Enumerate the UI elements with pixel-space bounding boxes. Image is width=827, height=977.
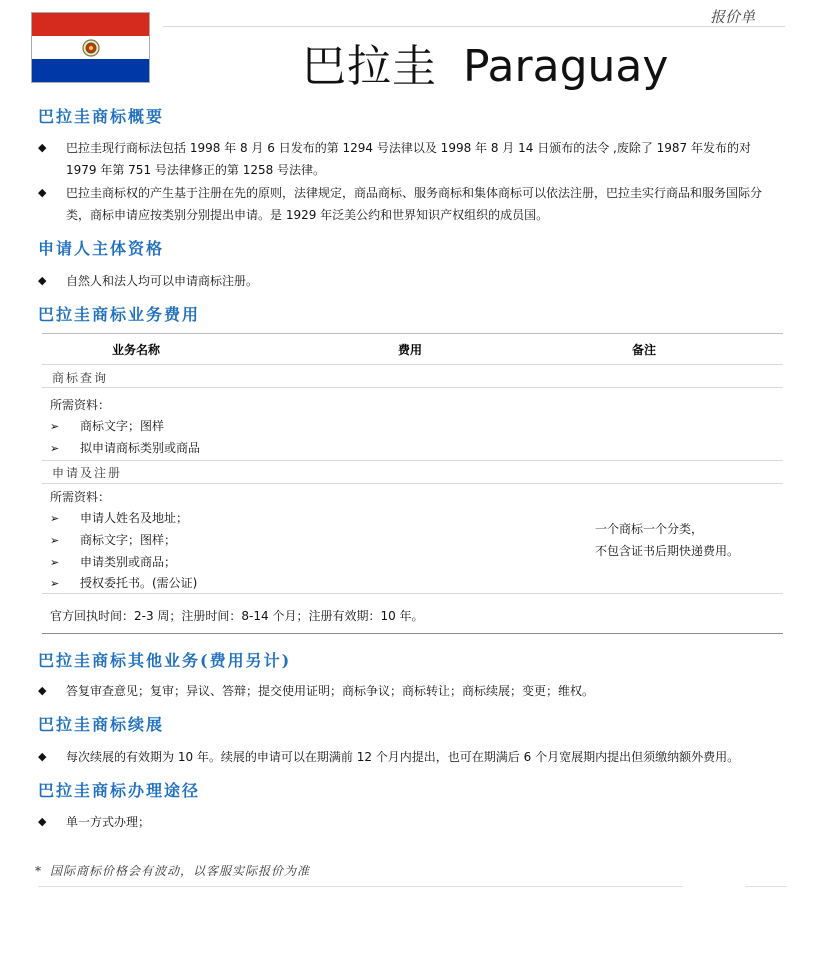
registration-remark: 一个商标一个分类， [595, 522, 704, 536]
renewal-bullet-1 [38, 746, 783, 768]
arrow-bullet-icon: ➢ [50, 512, 60, 525]
diamond-bullet-icon: ◆ [38, 684, 47, 697]
header-rule [163, 26, 785, 27]
flag-red-stripe [32, 13, 149, 36]
diamond-bullet-icon: ◆ [38, 141, 47, 154]
fee-table-header-remark: 备注 [632, 343, 657, 357]
fee-table-divider [42, 364, 783, 365]
footnote-text: 国际商标价格会有波动，以客服实际报价为准 [50, 864, 311, 878]
footnote-star: * [35, 864, 42, 878]
page-title-en: Paraguay [463, 41, 669, 92]
eligibility-bullet-text: 自然人和法人均可以申请商标注册。 [66, 274, 259, 288]
section-heading-renewal: 巴拉圭商标续展 [38, 715, 165, 734]
footer-rule [38, 886, 683, 887]
registration-material-item: ➢ 商标文字；图样； [50, 533, 177, 547]
fee-group-label-search: 商标查询 [52, 371, 109, 385]
fee-group-label-registration: 申请及注册 [52, 466, 123, 480]
section-heading-other-services: 巴拉圭商标其他业务(费用另计) [38, 651, 292, 670]
renewal-bullet-text: 每次续展的有效期为 10 年。续展的申请可以在期满前 12 个月内提出，也可在期满后 6 个月宽展期内提出但须缴纳额外费用。 [66, 750, 740, 764]
fee-table-header-service: 业务名称 [112, 343, 161, 357]
arrow-bullet-icon: ➢ [50, 577, 60, 590]
arrow-bullet-icon: ➢ [50, 534, 60, 547]
overview-bullet-2 [38, 182, 783, 226]
registration-material-item: ➢ 申请人姓名及地址； [50, 511, 189, 525]
section-heading-channel: 巴拉圭商标办理途径 [38, 781, 201, 800]
footer-rule [745, 886, 787, 887]
price-footnote [35, 862, 310, 879]
fee-table-divider [42, 460, 783, 461]
search-materials-label: 所需资料： [50, 398, 111, 412]
registration-material-item: ➢ 申请类别或商品； [50, 555, 177, 569]
fee-table-bottom-border [42, 633, 783, 634]
registration-timing: 官方回执时间：2-3 周；注册时间：8-14 个月；注册有效期：10 年。 [50, 609, 424, 623]
fee-table-header-fee: 费用 [398, 343, 423, 357]
diamond-bullet-icon: ◆ [38, 274, 47, 287]
page-title [302, 30, 668, 94]
channel-bullet-1 [38, 811, 783, 833]
diamond-bullet-icon: ◆ [38, 186, 47, 199]
arrow-bullet-icon: ➢ [50, 442, 60, 455]
other-services-bullet-1 [38, 680, 783, 702]
other-services-bullet-text: 答复审查意见；复审；异议、答辩；提交使用证明；商标争议；商标转让；商标续展；变更；维权。 [66, 684, 595, 698]
arrow-bullet-icon: ➢ [50, 420, 60, 433]
arrow-bullet-icon: ➢ [50, 556, 60, 569]
fee-table-top-border [42, 333, 783, 334]
diamond-bullet-icon: ◆ [38, 815, 47, 828]
fee-table-divider [42, 387, 783, 388]
overview-bullet-text: 巴拉圭商标权的产生基于注册在先的原则，法律规定，商品商标、服务商标和集体商标可以依法注册，巴拉圭实行商品和服务国际分类，商标申请应按类别分别提出申请。是 1929 年泛美公约和世界知识产权组织的成员国。 [66, 186, 763, 222]
flag-blue-stripe [32, 59, 149, 82]
fee-table-divider [42, 593, 783, 594]
search-material-item: ➢ 商标文字；图样 [50, 419, 165, 433]
section-heading-eligibility: 申请人主体资格 [38, 239, 165, 258]
registration-remark: 不包含证书后期快递费用。 [595, 544, 740, 558]
flag-seal-icon [82, 39, 100, 57]
search-material-item: ➢ 拟申请商标类别或商品 [50, 441, 201, 455]
page-title-cn: 巴拉圭 [302, 41, 437, 92]
registration-materials-label: 所需资料： [50, 490, 111, 504]
diamond-bullet-icon: ◆ [38, 750, 47, 763]
overview-bullet-text: 巴拉圭现行商标法包括 1998 年 8 月 6 日发布的第 1294 号法律以及 1998 年 8 月 14 日颁布的法令 ,废除了 1987 年发布的对 1979 年第 751 号法律修正的第 1258 号法律。 [66, 141, 751, 177]
section-heading-overview: 巴拉圭商标概要 [38, 107, 165, 126]
section-heading-fees: 巴拉圭商标业务费用 [38, 305, 201, 324]
document-tag: 报价单 [710, 8, 756, 26]
registration-material-item: ➢ 授权委托书。(需公证) [50, 576, 198, 590]
overview-bullet-1 [38, 137, 783, 181]
fee-table-divider [42, 483, 783, 484]
eligibility-bullet-1 [38, 270, 783, 292]
paraguay-flag-icon [31, 12, 150, 83]
channel-bullet-text: 单一方式办理； [66, 815, 151, 829]
